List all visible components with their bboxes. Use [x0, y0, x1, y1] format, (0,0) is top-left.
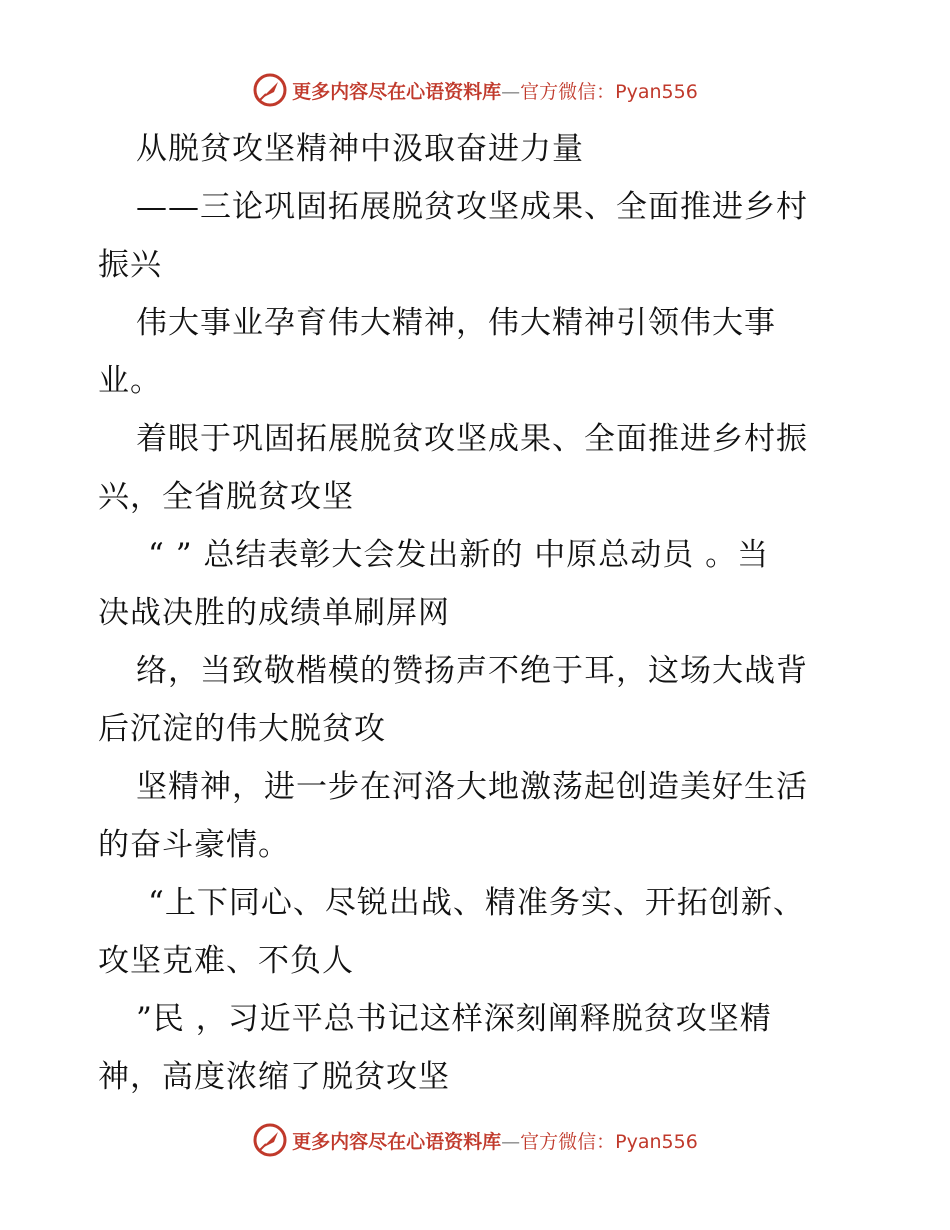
- quill-circle-icon: [252, 1122, 288, 1158]
- paragraph-line: 兴，全省脱贫攻坚: [98, 479, 354, 515]
- paragraph-line: 后沉淀的伟大脱贫攻: [98, 711, 386, 747]
- paragraph-line: 坚精神，进一步在河洛大地激荡起创造美好生活: [136, 769, 808, 805]
- paragraph-line: 的奋斗豪情。: [98, 827, 290, 863]
- document-subtitle-cont: 振兴: [98, 247, 162, 283]
- watermark-separator: —: [501, 80, 521, 103]
- document-title: 从脱贫攻坚精神中汲取奋进力量: [136, 131, 584, 167]
- paragraph-line: 神，高度浓缩了脱贫攻坚: [98, 1059, 450, 1095]
- paragraph-line: “上下同心、尽锐出战、精准务实、开拓创新、: [148, 885, 805, 921]
- watermark-site: 更多内容尽在心语资料库: [292, 1130, 502, 1153]
- footer-watermark: [0, 1120, 950, 1160]
- document-body: [98, 120, 868, 1106]
- quill-circle-icon: [252, 72, 288, 108]
- paragraph-line: 业。: [98, 363, 162, 399]
- header-watermark: [0, 70, 950, 110]
- watermark-text: [292, 1127, 698, 1154]
- document-subtitle: ——三论巩固拓展脱贫攻坚成果、全面推进乡村: [136, 189, 808, 225]
- paragraph-line: 决战决胜的成绩单刷屏网: [98, 595, 450, 631]
- watermark-site: 更多内容尽在心语资料库: [292, 80, 502, 103]
- paragraph-line: 伟大事业孕育伟大精神，伟大精神引领伟大事: [136, 305, 776, 341]
- watermark-separator: —: [501, 1130, 521, 1153]
- watermark-wechat: 官方微信：Pyan556: [520, 1130, 698, 1153]
- paragraph-line: “ ” 总结表彰大会发出新的 中原总动员 。当: [148, 537, 770, 573]
- paragraph-line: ”民 ，习近平总书记这样深刻阐释脱贫攻坚精: [136, 1001, 772, 1037]
- watermark-wechat: 官方微信：Pyan556: [520, 80, 698, 103]
- paragraph-line: 攻坚克难、不负人: [98, 943, 354, 979]
- paragraph-line: 着眼于巩固拓展脱贫攻坚成果、全面推进乡村振: [136, 421, 808, 457]
- watermark-text: [292, 77, 698, 104]
- paragraph-line: 络，当致敬楷模的赞扬声不绝于耳，这场大战背: [136, 653, 808, 689]
